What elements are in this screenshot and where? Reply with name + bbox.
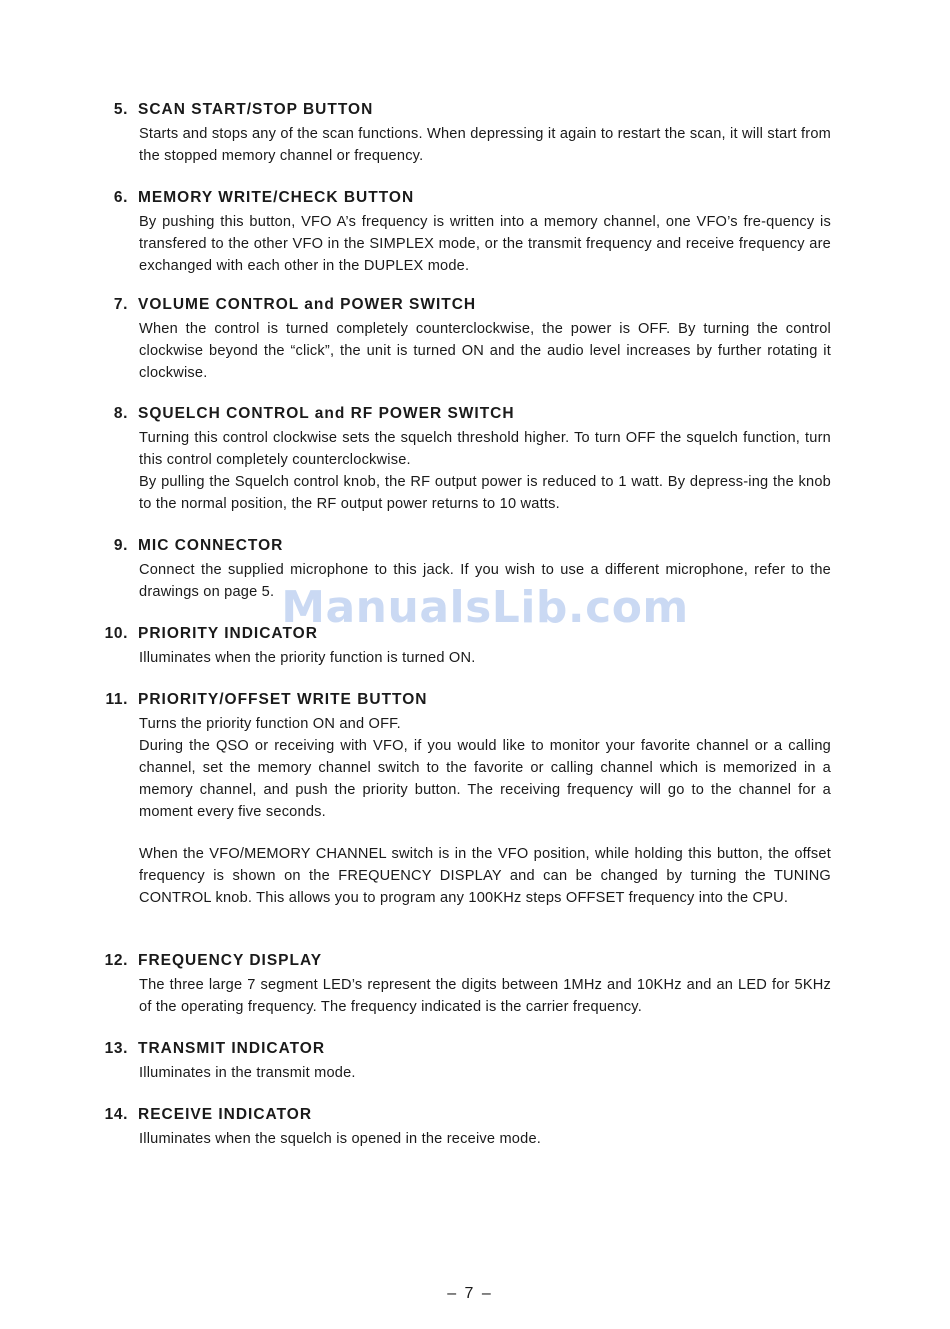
section-paragraph: During the QSO or receiving with VFO, if you would like to monitor your favorite channel or a calling channel, set the memory channel switch to the favorite or calling channel which is memorized in a memory channel, and push the priority button. The receiving frequency will go to the channel for a moment every five seconds. (139, 738, 831, 820)
section-number: 7. (113, 296, 128, 313)
watermark-logo: ManualsLib.com (281, 582, 689, 633)
section-body (139, 318, 831, 384)
section-body (139, 647, 831, 669)
section-paragraph: Turns the priority function ON and OFF. (139, 716, 401, 732)
section-paragraph: Illuminates when the squelch is opened in the receive mode. (139, 1131, 542, 1147)
section-number: 14. (104, 1106, 128, 1123)
section-number: 5. (113, 101, 128, 118)
section-body (139, 123, 831, 167)
section-body (139, 1062, 831, 1084)
section-number: 6. (113, 189, 128, 206)
section-heading: PRIORITY/OFFSET WRITE BUTTON (138, 691, 428, 708)
section-body (139, 713, 831, 909)
section-heading: SQUELCH CONTROL and RF POWER SWITCH (138, 405, 515, 422)
section-body (139, 1128, 831, 1150)
section-heading: RECEIVE INDICATOR (138, 1106, 313, 1123)
section-heading: MIC CONNECTOR (138, 537, 284, 554)
section-number: 9. (113, 537, 128, 554)
section-paragraph: Turning this control clockwise sets the squelch threshold higher. To turn OFF the squelch function, turn this control completely counterclockwise. (139, 430, 831, 468)
page-number: – 7 – (447, 1285, 493, 1302)
section-number: 12. (104, 952, 128, 969)
section-heading: MEMORY WRITE/CHECK BUTTON (138, 189, 415, 206)
section-number: 11. (105, 691, 128, 708)
section-paragraph: When the VFO/MEMORY CHANNEL switch is in the VFO position, while holding this button, the offset frequency is shown on the FREQUENCY DISPLAY and can be changed by turning the TUNING CONTROL knob. This allows you to program any 100KHz steps OFFSET frequency into the CPU. (139, 846, 831, 906)
section-heading: PRIORITY INDICATOR (138, 625, 318, 642)
section-body (139, 211, 831, 277)
section-heading: SCAN START/STOP BUTTON (138, 101, 374, 118)
section-paragraph: Illuminates in the transmit mode. (139, 1065, 356, 1081)
section-heading: VOLUME CONTROL and POWER SWITCH (138, 296, 477, 313)
section-paragraph: By pushing this button, VFO A’s frequency is written into a memory channel, one VFO’s fre-quency is transfered to the other VFO in the SIMPLEX mode, or the transmit frequency and receive frequency are exchanged with each other in the DUPLEX mode. (139, 214, 831, 274)
section-paragraph: By pulling the Squelch control knob, the RF output power is reduced to 1 watt. By depress-ing the knob to the normal position, the RF output power returns to 10 watts. (139, 474, 831, 512)
section-paragraph: Connect the supplied microphone to this jack. If you wish to use a different microphone, refer to the drawings on page 5. (139, 562, 831, 600)
section-number: 10. (104, 625, 128, 642)
section-body (139, 427, 831, 515)
section-paragraph: Starts and stops any of the scan functions. When depressing it again to restart the scan, it will start from the stopped memory channel or frequency. (139, 126, 831, 164)
section-heading: TRANSMIT INDICATOR (138, 1040, 326, 1057)
section-number: 8. (113, 405, 128, 422)
section-paragraph: The three large 7 segment LED’s represent the digits between 1MHz and 10KHz and an LED for 5KHz of the operating frequency. The frequency indicated is the carrier frequency. (139, 977, 831, 1015)
section-heading: FREQUENCY DISPLAY (138, 952, 323, 969)
section-paragraph: Illuminates when the priority function is turned ON. (139, 650, 476, 666)
section-body (139, 559, 831, 603)
section-paragraph: When the control is turned completely counterclockwise, the power is OFF. By turning the control clockwise beyond the “click”, the unit is turned ON and the audio level increases by further rotating it clockwise. (139, 321, 831, 381)
section-number: 13. (104, 1040, 128, 1057)
section-body (139, 974, 831, 1018)
